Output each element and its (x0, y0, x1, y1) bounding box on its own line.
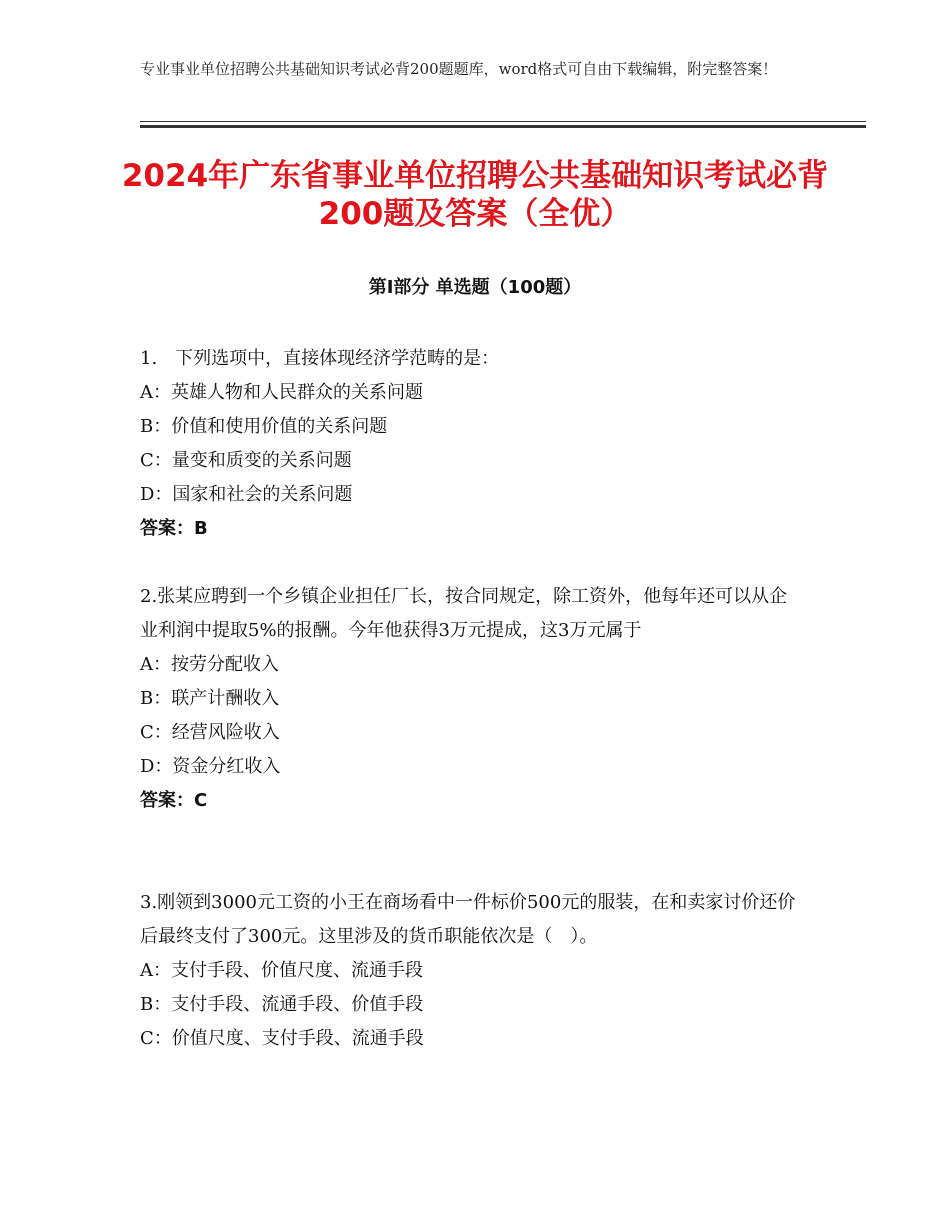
option-a: A：支付手段、价值尺度、流通手段 (140, 960, 423, 981)
question-1 (140, 342, 800, 546)
option-c: C：价值尺度、支付手段、流通手段 (140, 1028, 424, 1049)
option-c: C：量变和质变的关系问题 (140, 450, 352, 471)
header-rule-thick (140, 125, 866, 128)
document-title: 2024年广东省事业单位招聘公共基础知识考试必背200题及答案（全优） (121, 158, 829, 232)
header-rule-thin (140, 121, 866, 122)
question-2 (140, 580, 800, 818)
option-d: D：资金分红收入 (140, 756, 281, 777)
option-d: D：国家和社会的关系问题 (140, 484, 353, 505)
option-a: A：按劳分配收入 (140, 654, 279, 675)
question-stem: 3.刚领到3000元工资的小王在商场看中一件标价500元的服装，在和卖家讨价还价后最终支付了300元。这里涉及的货币职能依次是（ ）。 (140, 892, 796, 947)
header-note: 专业事业单位招聘公共基础知识考试必背200题题库，word格式可自由下载编辑，附完整答案！ (140, 60, 778, 78)
option-a: A：英雄人物和人民群众的关系问题 (140, 382, 423, 403)
option-b: B：联产计酬收入 (140, 688, 280, 709)
section-heading: 第I部分 单选题（100题） (368, 277, 582, 298)
question-stem: 1. 下列选项中，直接体现经济学范畴的是： (140, 348, 500, 369)
question-3 (140, 886, 800, 1056)
answer: 答案：C (140, 790, 208, 811)
question-stem: 2.张某应聘到一个乡镇企业担任厂长，按合同规定，除工资外，他每年还可以从企业利润中提取5%的报酬。今年他获得3万元提成，这3万元属于 (140, 586, 788, 641)
option-b: B：支付手段、流通手段、价值手段 (140, 994, 424, 1015)
option-b: B：价值和使用价值的关系问题 (140, 416, 388, 437)
option-c: C：经营风险收入 (140, 722, 280, 743)
answer: 答案：B (140, 518, 208, 539)
